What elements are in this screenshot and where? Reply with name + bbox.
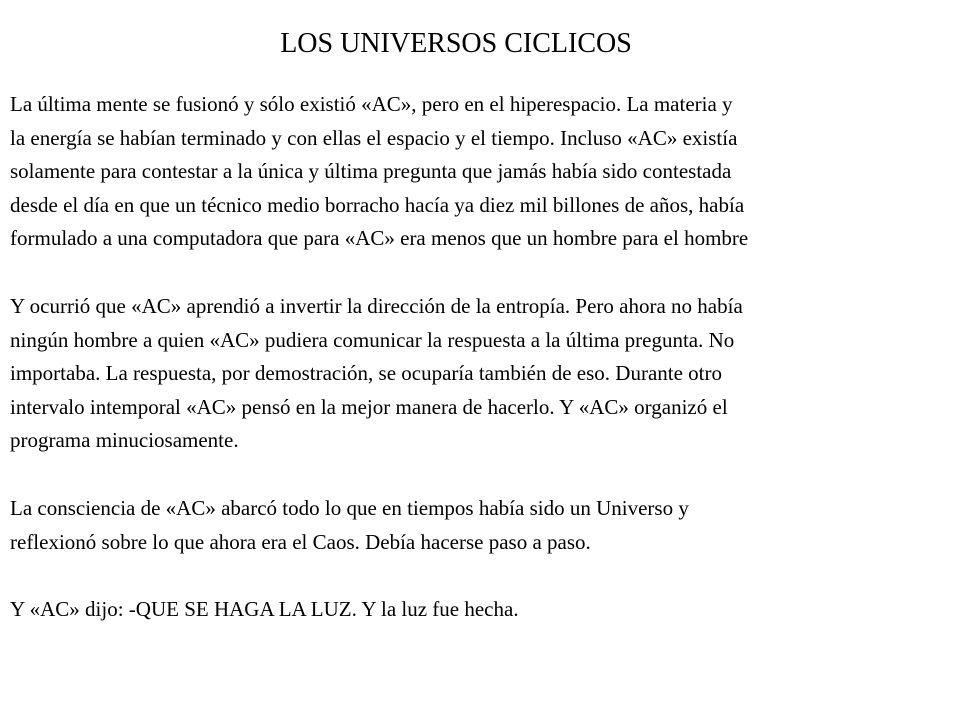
text-line: solamente para contestar a la única y última pregunta que jamás había sido contestada: [10, 159, 732, 184]
text-line: importaba. La respuesta, por demostración, se ocuparía también de eso. Durante otro: [10, 361, 723, 386]
text-line: intervalo intemporal «AC» pensó en la mejor manera de hacerlo. Y «AC» organizó el: [10, 394, 728, 419]
text-line: ningún hombre a quien «AC» pudiera comunicar la respuesta a la última pregunta. No: [10, 327, 735, 352]
paragraph-4: [10, 593, 955, 627]
text-line: La consciencia de «AC» abarcó todo lo que en tiempos había sido un Universo y: [10, 495, 689, 520]
paragraph-1: [10, 88, 955, 256]
text-line: programa minuciosamente.: [10, 428, 239, 453]
text-line: formulado a una computadora que para «AC» era menos que un hombre para el hombre: [10, 226, 749, 251]
text-line: reflexionó sobre lo que ahora era el Caos. Debía hacerse paso a paso.: [10, 529, 591, 554]
text-line: La última mente se fusionó y sólo existió «AC», pero en el hiperespacio. La materia y: [10, 92, 733, 116]
text-line: desde el día en que un técnico medio borracho hacía ya diez mil billones de años, había: [10, 192, 745, 217]
text-line: Y ocurrió que «AC» aprendió a invertir la dirección de la entropía. Pero ahora no había: [10, 293, 743, 318]
text-line: Y «AC» dijo: -QUE SE HAGA LA LUZ. Y la luz fue hecha.: [10, 597, 519, 622]
text-line: la energía se habían terminado y con ellas el espacio y el tiempo. Incluso «AC» existía: [10, 125, 738, 150]
text-body: [10, 88, 955, 661]
paragraph-2: [10, 290, 955, 458]
page-title: LOS UNIVERSOS CICLICOS: [280, 28, 632, 59]
paragraph-3: [10, 492, 955, 559]
